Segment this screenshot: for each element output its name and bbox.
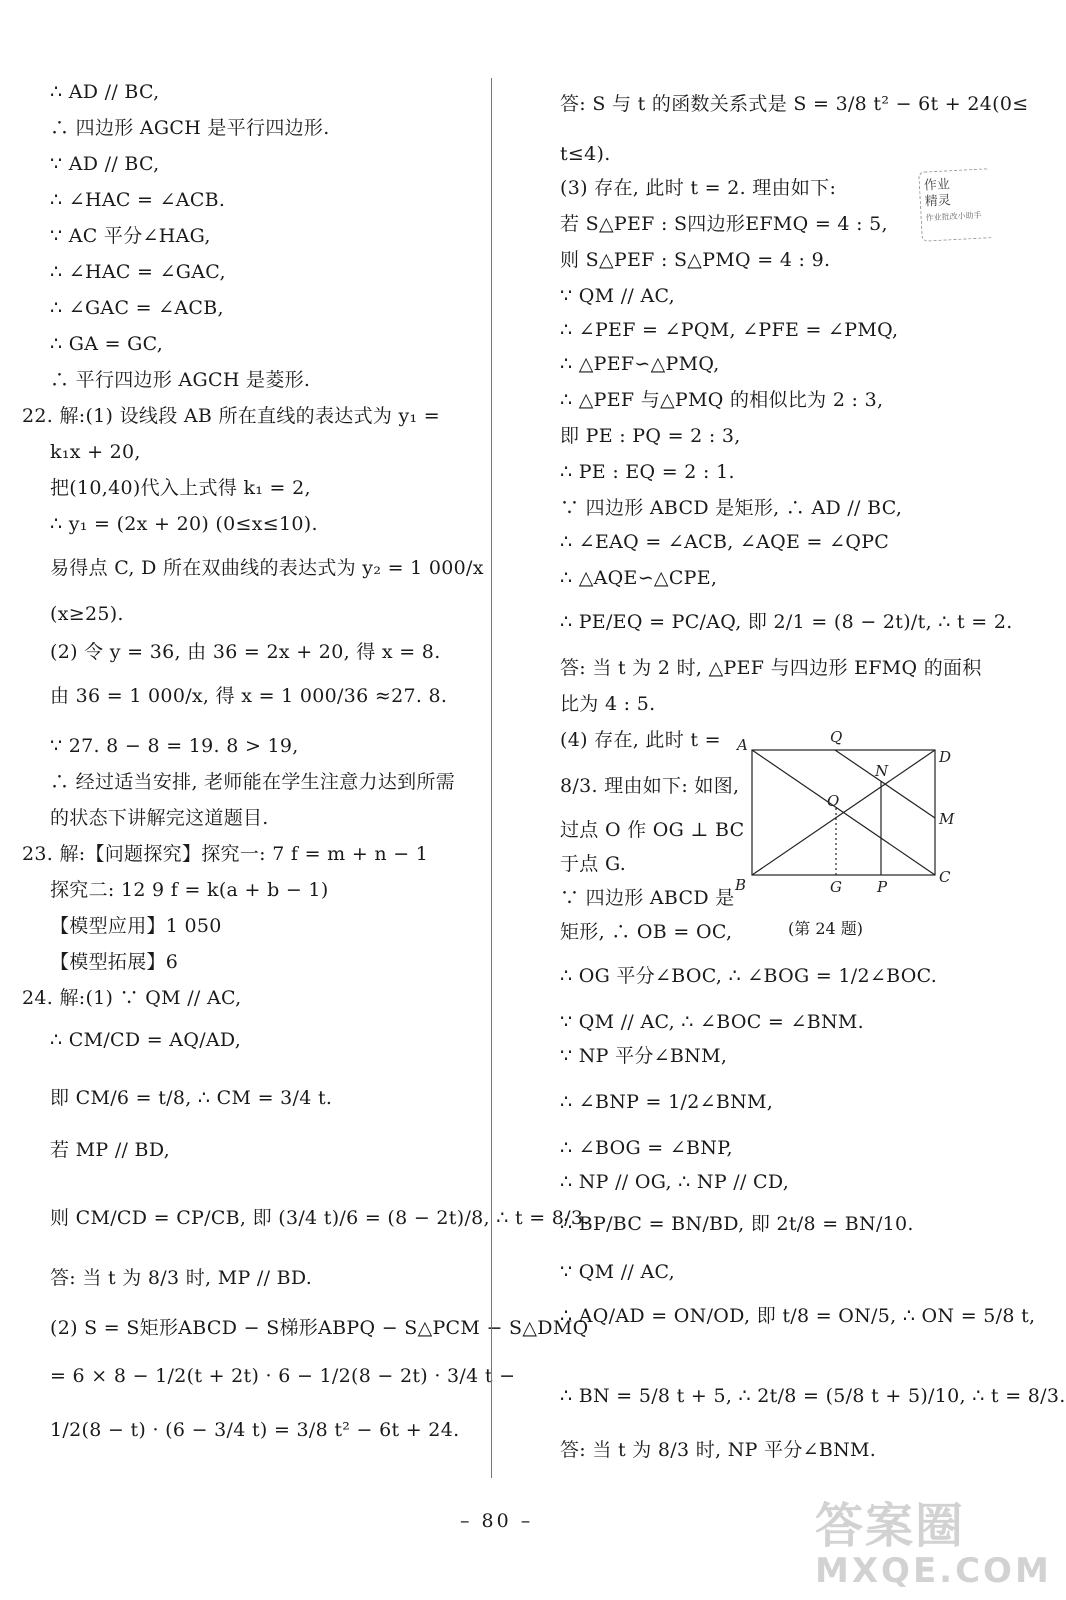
label-n: N xyxy=(875,762,889,780)
left-column-line: 即 CM/6 = t/8, ∴ CM = 3/4 t. xyxy=(50,1087,333,1109)
left-column-line: ∴ CM/CD = AQ/AD, xyxy=(50,1029,242,1051)
right-column-line: ∵ 四边形 ABCD 是矩形, ∴ AD // BC, xyxy=(560,497,903,519)
right-column-line: ∴ BP/BC = BN/BD, 即 2t/8 = BN/10. xyxy=(560,1213,914,1235)
watermark-logo xyxy=(815,1498,1052,1595)
left-column-line: 24. 解:(1) ∵ QM // AC, xyxy=(22,987,242,1009)
right-column-line: ∴ △AQE∽△CPE, xyxy=(560,567,718,589)
stamp-line-2: 精灵 xyxy=(924,193,952,210)
right-column-line: ∵ QM // AC, xyxy=(560,285,675,307)
right-column-line: ∴ ∠EAQ = ∠ACB, ∠AQE = ∠QPC xyxy=(560,531,890,553)
left-column-line: k₁x + 20, xyxy=(50,441,141,463)
left-column-line: 答: 当 t 为 8/3 时, MP // BD. xyxy=(50,1267,313,1289)
left-column-line: 则 CM/CD = CP/CB, 即 (3/4 t)/6 = (8 − 2t)/8, ∴ t = 8/3. xyxy=(50,1207,590,1229)
right-column-line: ∴ ∠PEF = ∠PQM, ∠PFE = ∠PMQ, xyxy=(560,319,899,341)
left-column-line: (x≥25). xyxy=(50,603,124,625)
right-column-line: ∴ PE/EQ = PC/AQ, 即 2/1 = (8 − 2t)/t, ∴ t = 2. xyxy=(560,611,1013,633)
label-d: D xyxy=(939,748,952,766)
left-column-line: (2) S = S矩形ABCD − S梯形ABPQ − S△PCM − S△DMQ xyxy=(50,1317,589,1339)
label-b: B xyxy=(735,876,747,894)
left-column-line: 若 MP // BD, xyxy=(50,1139,171,1161)
right-column-line: ∵ 四边形 ABCD 是 xyxy=(560,887,735,909)
right-column-line: t≤4). xyxy=(560,143,611,165)
right-column-line: ∴ BN = 5/8 t + 5, ∴ 2t/8 = (5/8 t + 5)/10, ∴ t = 8/3. xyxy=(560,1385,1066,1407)
left-column-line: ∴ ∠HAC = ∠GAC, xyxy=(50,261,226,283)
label-g: G xyxy=(830,878,842,896)
left-column-line: 易得点 C, D 所在双曲线的表达式为 y₂ = 1 000/x xyxy=(50,557,484,579)
left-column-line: 的状态下讲解完这道题目. xyxy=(50,807,269,829)
watermark-top: 答案圈 xyxy=(815,1498,966,1554)
right-column-line: ∴ ∠BOG = ∠BNP, xyxy=(560,1137,733,1159)
left-column-line: ∵ AC 平分∠HAG, xyxy=(50,225,211,247)
watermark-bottom: MXQE.COM xyxy=(815,1551,1052,1591)
right-column-line: 即 PE : PQ = 2 : 3, xyxy=(560,425,741,447)
figure-caption: (第 24 题) xyxy=(788,919,864,938)
label-c: C xyxy=(939,868,951,886)
left-column-line: 【模型拓展】6 xyxy=(50,951,179,973)
right-column-line: 8/3. 理由如下: 如图, xyxy=(560,775,740,797)
right-column-line: ∴ PE : EQ = 2 : 1. xyxy=(560,461,735,483)
label-q: Q xyxy=(830,728,843,746)
label-a: A xyxy=(737,736,748,754)
homework-stamp xyxy=(918,168,992,242)
label-p: P xyxy=(877,878,888,896)
label-o: O xyxy=(827,792,840,810)
left-column-line: ∵ 27. 8 − 8 = 19. 8 > 19, xyxy=(50,735,299,757)
right-column-line: 答: 当 t 为 8/3 时, NP 平分∠BNM. xyxy=(560,1439,877,1461)
left-column-line: ∴ y₁ = (2x + 20) (0≤x≤10). xyxy=(50,513,318,535)
right-column-line: 比为 4 : 5. xyxy=(560,693,656,715)
right-column-line: ∵ QM // AC, xyxy=(560,1261,675,1283)
right-column-line: ∴ ∠BNP = 1/2∠BNM, xyxy=(560,1091,774,1113)
left-column-line: ∴ 经过适当安排, 老师能在学生注意力达到所需 xyxy=(50,771,456,793)
right-column-line: ∵ QM // AC, ∴ ∠BOC = ∠BNM. xyxy=(560,1011,864,1033)
left-column-line: = 6 × 8 − 1/2(t + 2t) · 6 − 1/2(8 − 2t) · 3/4 t − xyxy=(50,1365,516,1387)
right-column-line: 矩形, ∴ OB = OC, xyxy=(560,921,733,943)
right-column-line: 过点 O 作 OG ⊥ BC xyxy=(560,819,745,841)
left-column-line: (2) 令 y = 36, 由 36 = 2x + 20, 得 x = 8. xyxy=(50,641,441,663)
right-column-line: ∴ AQ/AD = ON/OD, 即 t/8 = ON/5, ∴ ON = 5/8 t, xyxy=(560,1305,1036,1327)
left-column-line: 1/2(8 − t) · (6 − 3/4 t) = 3/8 t² − 6t + 24. xyxy=(50,1419,460,1441)
left-column-line: 23. 解:【问题探究】探究一: 7 f = m + n − 1 xyxy=(22,843,429,865)
right-column-line: 于点 G. xyxy=(560,853,627,875)
right-column-line: 若 S△PEF : S四边形EFMQ = 4 : 5, xyxy=(560,213,888,235)
right-column-line: ∵ NP 平分∠BNM, xyxy=(560,1045,728,1067)
right-column-line: 答: 当 t 为 2 时, △PEF 与四边形 EFMQ 的面积 xyxy=(560,657,982,679)
right-column-line: (4) 存在, 此时 t = xyxy=(560,729,721,751)
left-column-line: ∴ ∠GAC = ∠ACB, xyxy=(50,297,224,319)
geometry-figure xyxy=(735,728,955,948)
right-column-line: ∴ △PEF∽△PMQ, xyxy=(560,353,720,375)
left-column-line: ∴ GA = GC, xyxy=(50,333,164,355)
stamp-line-3: 作业批改小助手 xyxy=(925,210,982,223)
left-column-line: 把(10,40)代入上式得 k₁ = 2, xyxy=(50,477,311,499)
right-column-line: ∴ △PEF 与△PMQ 的相似比为 2 : 3, xyxy=(560,389,884,411)
right-column-line: ∴ NP // OG, ∴ NP // CD, xyxy=(560,1171,790,1193)
right-column-line: (3) 存在, 此时 t = 2. 理由如下: xyxy=(560,177,837,199)
left-column-line: ∴ AD // BC, xyxy=(50,81,160,103)
column-divider xyxy=(491,78,492,1478)
left-column-line: ∴ 四边形 AGCH 是平行四边形. xyxy=(50,117,330,139)
left-column-line: ∴ 平行四边形 AGCH 是菱形. xyxy=(50,369,311,391)
right-column-line: 答: S 与 t 的函数关系式是 S = 3/8 t² − 6t + 24(0≤ xyxy=(560,93,1029,115)
stamp-line-1: 作业 xyxy=(923,177,951,194)
page-number: – 80 – xyxy=(460,1510,534,1532)
right-column-line: 则 S△PEF : S△PMQ = 4 : 9. xyxy=(560,249,831,271)
left-column-line: 【模型应用】1 050 xyxy=(50,915,222,937)
left-column-line: ∴ ∠HAC = ∠ACB. xyxy=(50,189,226,211)
label-m: M xyxy=(939,810,955,828)
left-column-line: 探究二: 12 9 f = k(a + b − 1) xyxy=(50,879,329,901)
left-column-line: 由 36 = 1 000/x, 得 x = 1 000/36 ≈27. 8. xyxy=(50,685,448,707)
left-column-line: ∵ AD // BC, xyxy=(50,153,160,175)
left-column-line: 22. 解:(1) 设线段 AB 所在直线的表达式为 y₁ = xyxy=(22,405,441,427)
right-column-line: ∴ OG 平分∠BOC, ∴ ∠BOG = 1/2∠BOC. xyxy=(560,965,938,987)
